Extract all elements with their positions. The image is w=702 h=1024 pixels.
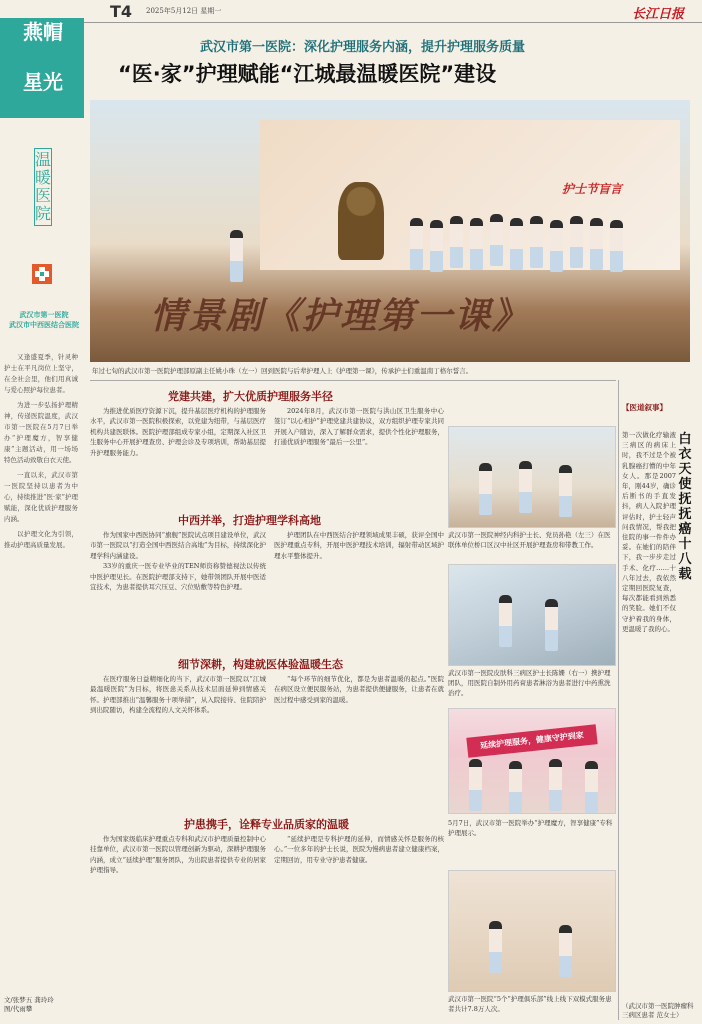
section-title: 护患携手，诠释专业品质家的温暖: [184, 818, 349, 831]
sidebar-text: 第一次做化疗输液三病区的病床上时，我不过是个被乳腺癌打懵的中年女人。那是2007年，刚44岁，确诊后断书的手直发抖，病人入院护理评估时，护士轻声问我情况，帮我把住院的事一件件办妥。在她们的陪伴下，我一步步走过手术、化疗……十八年过去，我依然定期回医院复查，每次都能看到熟悉的笑脸。她们不仅守护着我的身体，更温暖了我的心。: [622, 431, 676, 633]
nurse-figure: [590, 218, 603, 270]
photo-caption: 5月7日，武汉市第一医院举办“护理魔方，智享健康”专科护理展示。: [448, 819, 613, 837]
photo-caption: 武汉市第一医院神经内科护士长、党员孙艳（左三）在医联体单位桥口区汉中社区开展护理查房和带教工作。: [448, 531, 611, 549]
column-title-top: 燕帽: [23, 20, 63, 44]
page-header: [0, 0, 702, 23]
byline: [4, 996, 80, 1014]
backdrop-title: 护士节盲言: [562, 182, 623, 196]
nurse-figure: [585, 761, 598, 813]
left-paragraph: 又逢盛夏季，针灵种护士在平凡岗位上坚守，在全社会里，他们用真诚与爱心照护每位患者。: [4, 353, 78, 394]
sidebar-tag: 【医道叙事】: [622, 403, 667, 412]
photo-dermatology: [448, 564, 616, 666]
photo-caption: 武汉市第一医院皮肤科三病区护士长陈姗（右一）携护理团队，用医院自制外用药膏患者淋浴为患者进行中药熏洗治疗。: [448, 669, 611, 697]
nurse-figure: [510, 218, 523, 270]
left-paragraph: 以护理文化为引领，推动护理高质量发展。: [4, 530, 78, 549]
nurse-figure: [559, 465, 572, 517]
body-paragraph: “每个环节的细节优化，都是为患者温暖的起点。”医院在病区设立便民服务站，为患者提供便捷服务，让患者在就医过程中感受到家的温暖。: [274, 675, 444, 704]
nurse-figure: [519, 461, 532, 513]
byline-author: 文/张梦五 龚玲玲: [4, 996, 54, 1004]
sidebar-footer: （武汉市第一医院肿瘤科三病区患者 范女士）: [622, 1002, 694, 1019]
nurse-figure: [549, 759, 562, 811]
byline-photo: 图/代雨攀: [4, 1005, 33, 1013]
hospital-logo-icon: [30, 262, 54, 286]
left-column-text: [4, 352, 78, 555]
nurse-figure: [450, 216, 463, 268]
sidebar-title: 白衣天使抚抚癌十八载: [678, 432, 692, 582]
issue-date: 2025年5月12日 星期一: [146, 7, 222, 15]
nurse-figure: [530, 216, 543, 268]
section-body: [274, 406, 444, 522]
page-number: T4: [110, 2, 133, 21]
body-paragraph: 2024年8月，武汉市第一医院与洪山区卫生服务中心签订“以心相护”护理党建共建协议，双方组织护理专家共同开展入户随访，深入了解群众需求，提供个性化护理服务，打通优质护理服务“最后一公里”。: [274, 407, 444, 447]
body-paragraph: 作为国家级临床护理重点专科和武汉市护理质量控制中心挂靠单位，武汉市第一医院以管理创新为驱动，深耕护理服务内涵，成立“延续护理”服务团队，为出院患者提供专业的居家护理指导。: [90, 835, 266, 875]
nurse-figure: [489, 921, 502, 973]
left-paragraph: 一直以来，武汉市第一医院坚持以患者为中心，持续推进“医·家”护理赋能，深化优质护理服务内涵。: [4, 471, 78, 523]
section-body: [90, 674, 266, 810]
body-paragraph: “延续护理是专科护理的延伸，而情感关怀是服务的核心。”一位多年的护士长说，医院为慢病患者建立健康档案，定期回访，用专业守护患者健康。: [274, 835, 444, 864]
section-body: [90, 406, 266, 522]
photo-ward-round: [448, 426, 616, 528]
nurse-figure: [479, 463, 492, 515]
body-paragraph: 33岁的重庆一医专业毕业的TEN师资称赞德视法以传统中医护理见长。在医院护理部支持下，她带领团队开展中医适宜技术，为患者提供耳穴压豆、穴位贴敷等特色护理。: [90, 562, 266, 592]
nurse-figure: [430, 220, 443, 272]
nurse-figure: [490, 214, 503, 266]
hospital-name-secondary: 武汉市中西医结合医院: [9, 321, 79, 329]
nurse-figure: [499, 595, 512, 647]
section-title: 中西并举，打造护理学科高地: [178, 514, 321, 527]
headline-kicker: 武汉市第一医院：深化护理服务内涵，提升护理服务质量: [200, 40, 526, 55]
section-title: 细节深耕，构建就医体验温暖生态: [178, 658, 343, 671]
divider: [90, 380, 616, 381]
left-paragraph: 为进一步弘扬护理精神，传递医院温度，武汉市第一医院在5月7日举办“护理魔方，智享健康”主题活动，用一场场特色活动致敬白衣天使。: [4, 401, 78, 464]
nurse-figure: [559, 925, 572, 977]
section-title: 党建共建，扩大优质护理服务半径: [168, 390, 333, 403]
event-banner: 延续护理服务，健康守护到家: [466, 724, 597, 757]
column-title-block: [0, 18, 84, 118]
nurse-figure: [570, 216, 583, 268]
section-body: [90, 530, 266, 662]
hospital-name-primary: 武汉市第一医院: [19, 311, 69, 319]
nurse-figure: [545, 599, 558, 651]
section-body: [274, 674, 444, 810]
hospital-name-block: [4, 310, 84, 330]
nurse-figure: [550, 220, 563, 272]
nurse-figure: [410, 218, 423, 270]
nurse-figure: [610, 220, 623, 272]
newspaper-logo: 长江日报: [632, 7, 685, 22]
body-paragraph: 作为国家中西医协同“旗舰”医院试点项目建设单位，武汉市第一医院以“打造全国中西医结合高地”为目标，持续深化护理学科内涵建设。: [90, 531, 266, 560]
nurse-figure: [230, 230, 243, 282]
section-body: [274, 834, 444, 1014]
photo-nursing-club: [448, 870, 616, 992]
section-body: [90, 834, 266, 1014]
headline-main: “医·家”护理赋能“江城最温暖医院”建设: [118, 62, 497, 86]
body-paragraph: 为推进优质医疗资源下沉，提升基层医疗机构的护理服务水平，武汉市第一医院积极探索，以党建为纽带，与基层医疗机构共建医联体。医院护理部组成专家小组，定期深入社区卫生服务中心开展护理查房、护理会诊及专项培训，帮助基层提升护理服务能力。: [90, 407, 266, 457]
column-title-bottom: 星光: [23, 70, 63, 94]
photo-nursing-event: [448, 708, 616, 814]
nurse-figure: [509, 761, 522, 813]
body-paragraph: 护理团队在中西医结合护理领域成果丰硕，获评全国中医护理重点专科，开展中医护理技术培训，辐射带动区域护理水平整体提升。: [274, 531, 444, 560]
main-photo-caption: 年过七旬的武汉市第一医院护理部原副主任姚小珠（左一）回到医院与后辈护理人上《护理第一课》，传承护士们重温南丁格尔誓言。: [92, 367, 473, 375]
nurse-figure: [469, 759, 482, 811]
photo-caption: 武汉市第一医院“5个”护理俱乐部”线上线下双模式服务患者共计7.8万人次。: [448, 995, 612, 1013]
body-paragraph: 在医疗服务日益精细化的当下，武汉市第一医院以“江城最温暖医院”为目标，将医患关系从技术层面延伸到情感关怀。护理部推出“温馨服务十项举措”，从入院接待、住院陪护到出院随访，构建全流程的人文关怀体系。: [90, 675, 266, 715]
column-subtitle: 温暖医院: [34, 148, 52, 226]
main-photo: [90, 100, 690, 362]
calligraphy-title: 情景剧《护理第一课》: [150, 295, 531, 337]
sidebar-divider: [618, 380, 619, 1020]
section-body: [274, 530, 444, 662]
nightingale-bust: [338, 182, 384, 260]
nurse-figure: [470, 218, 483, 270]
